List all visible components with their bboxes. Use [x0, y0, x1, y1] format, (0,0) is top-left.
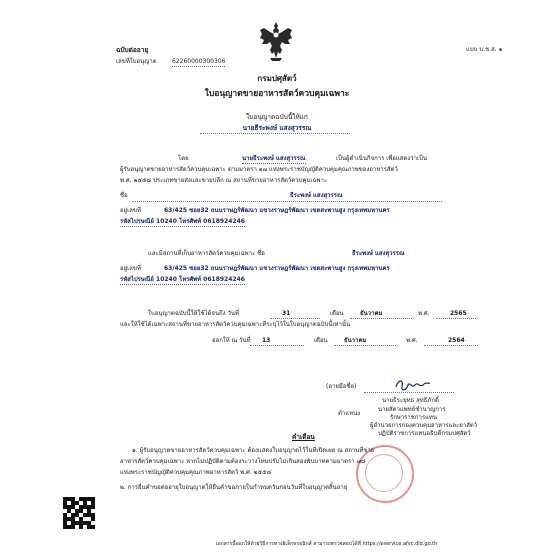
issued-year: 2564	[448, 337, 465, 344]
shop-name: ธีระพงษ์ แสงสุวรรณ	[290, 192, 343, 199]
body-line-2: ผู้รับอนุญาตขายอาหารสัตว์ควบคุมเฉพาะ ตามมาตรา ๑๗ แห่งพระราชบัญญัติควบคุมคุณภาพของอาหารสัตว์	[120, 166, 398, 173]
issued-month-label: เดือน	[314, 337, 328, 344]
warning-item-2: ๒. การยื่นคำขอต่ออายุใบอนุญาตให้ยื่นคำขอภายในกำหนดวันก่อนวันที่ใบอนุญาตสิ้นอายุ	[120, 484, 348, 491]
position-line-4: ปฏิบัติราชการแทนอธิบดีกรมปศุสัตว์	[378, 430, 471, 437]
body-line-3: พ.ศ. ๒๕๕๘ ประเภทขายส่งและขายปลีก ณ สถานที่ขายอาหารสัตว์ควบคุมเฉพาะ	[120, 177, 328, 184]
department-title: กรมปศุสัตว์	[257, 74, 297, 83]
validity-year-label: พ.ศ.	[418, 310, 430, 317]
by-name: นายธีระพงษ์ แสงสุวรรณ	[242, 155, 306, 162]
issued-to-label: ใบอนุญาตฉบับนี้ให้แก่	[246, 113, 308, 121]
position-label: ตำแหน่ง	[338, 410, 361, 417]
position-line-3: ผู้อำนวยการกองควบคุมอาหารและยาสัตว์	[370, 422, 478, 429]
signer-name: นายธีระยุทธ สุทธิภักดิ์	[382, 397, 439, 404]
shop-postal: รหัสไปรษณีย์ 10240 โทรศัพท์ 0618924246	[120, 218, 245, 225]
validity-month-label: เดือน	[330, 310, 344, 317]
cert-no: 62260000300306	[172, 58, 226, 65]
shop-name-label: ชื่อ	[120, 192, 128, 199]
by-suffix: เป็นผู้ดำเนินกิจการ เพื่อแสดงว่าเป็น	[336, 155, 427, 162]
copy-type: ฉบับต่ออายุ	[116, 46, 149, 54]
storage-address: 63/425 ซอย32 ถนนราษฎร์พัฒนา แขวงราษฎร์พัฒนา เขตสะพานสูง กรุงเทพมหานคร	[164, 265, 390, 272]
sign-label: (ลายมือชื่อ)	[326, 383, 357, 390]
position-line-2: รักษาราชการแทน	[390, 414, 437, 421]
document-title: ใบอนุญาตขายอาหารสัตว์ควบคุมเฉพาะ	[204, 89, 350, 99]
warning-title: คำเตือน	[292, 433, 315, 441]
footer-note: เอกสารนี้ออกให้ด้วยวิธีการทางอิเล็กทรอนิกส์ สามารถตรวจสอบได้ที่ https://eservice.afvc.dld.go.th	[216, 541, 438, 547]
issued-month: ธันวาคม	[344, 337, 367, 344]
validity-line-2: และให้ใช้ได้เฉพาะสถานที่ขายอาหารสัตว์ควบคุมเฉพาะที่ระบุไว้ในใบอนุญาตฉบับนี้เท่านั้น	[120, 321, 351, 328]
qr-code-icon	[63, 497, 95, 529]
storage-name: ธีระพงษ์ แสงสุวรรณ	[352, 250, 405, 257]
issued-to-name: นายธีระพงษ์ แสงสุวรรณ	[242, 124, 312, 132]
form-code: แบบ บ.ช.ส. ๑	[466, 46, 503, 53]
shop-address-label: อยู่เลขที่	[120, 207, 141, 214]
storage-address-label: อยู่เลขที่	[120, 265, 141, 272]
by-label: โดย	[178, 155, 189, 162]
warning-item-1a: ๑. ผู้รับอนุญาตขายอาหารสัตว์ควบคุมเฉพาะ ต้องแสดงใบอนุญาตไว้ในที่เปิดเผย ณ สถานที่ขาย	[132, 447, 375, 454]
validity-month: ธันวาคม	[360, 310, 383, 317]
issued-day: 13	[262, 337, 271, 344]
storage-label: และมีสถานที่เก็บอาหารสัตว์ควบคุมเฉพาะ ชื่อ	[148, 250, 265, 257]
position-line-1: นายสัตวแพทย์ชำนาญการ	[378, 406, 446, 413]
cert-no-label: เลขที่ใบอนุญาต	[116, 58, 157, 65]
issued-year-label: พ.ศ.	[406, 337, 418, 344]
shop-address: 63/425 ซอย32 ถนนราษฎร์พัฒนา แขวงราษฎร์พัฒนา เขตสะพานสูง กรุงเทพมหานคร	[164, 207, 390, 214]
warning-item-1b: อาหารสัตว์ควบคุมเฉพาะ หากไม่ปฏิบัติตามต้องระวางโทษปรับไม่เกินสองพันบาทตามมาตรา ๗๘	[120, 458, 366, 465]
issued-prefix: ออกให้ ณ วันที่	[212, 337, 251, 344]
validity-day: 31	[282, 310, 291, 317]
validity-year: 2565	[450, 310, 467, 317]
storage-postal: รหัสไปรษณีย์ 10240 โทรศัพท์ 0618924246	[120, 276, 245, 283]
warning-item-1c: แห่งพระราชบัญญัติควบคุมคุณภาพอาหารสัตว์ พ.ศ. ๒๕๕๘	[120, 469, 272, 476]
validity-prefix: ใบอนุญาตฉบับนี้ให้ใช้ได้จนถึง วันที่	[148, 310, 239, 317]
garuda-emblem-icon	[258, 20, 294, 62]
